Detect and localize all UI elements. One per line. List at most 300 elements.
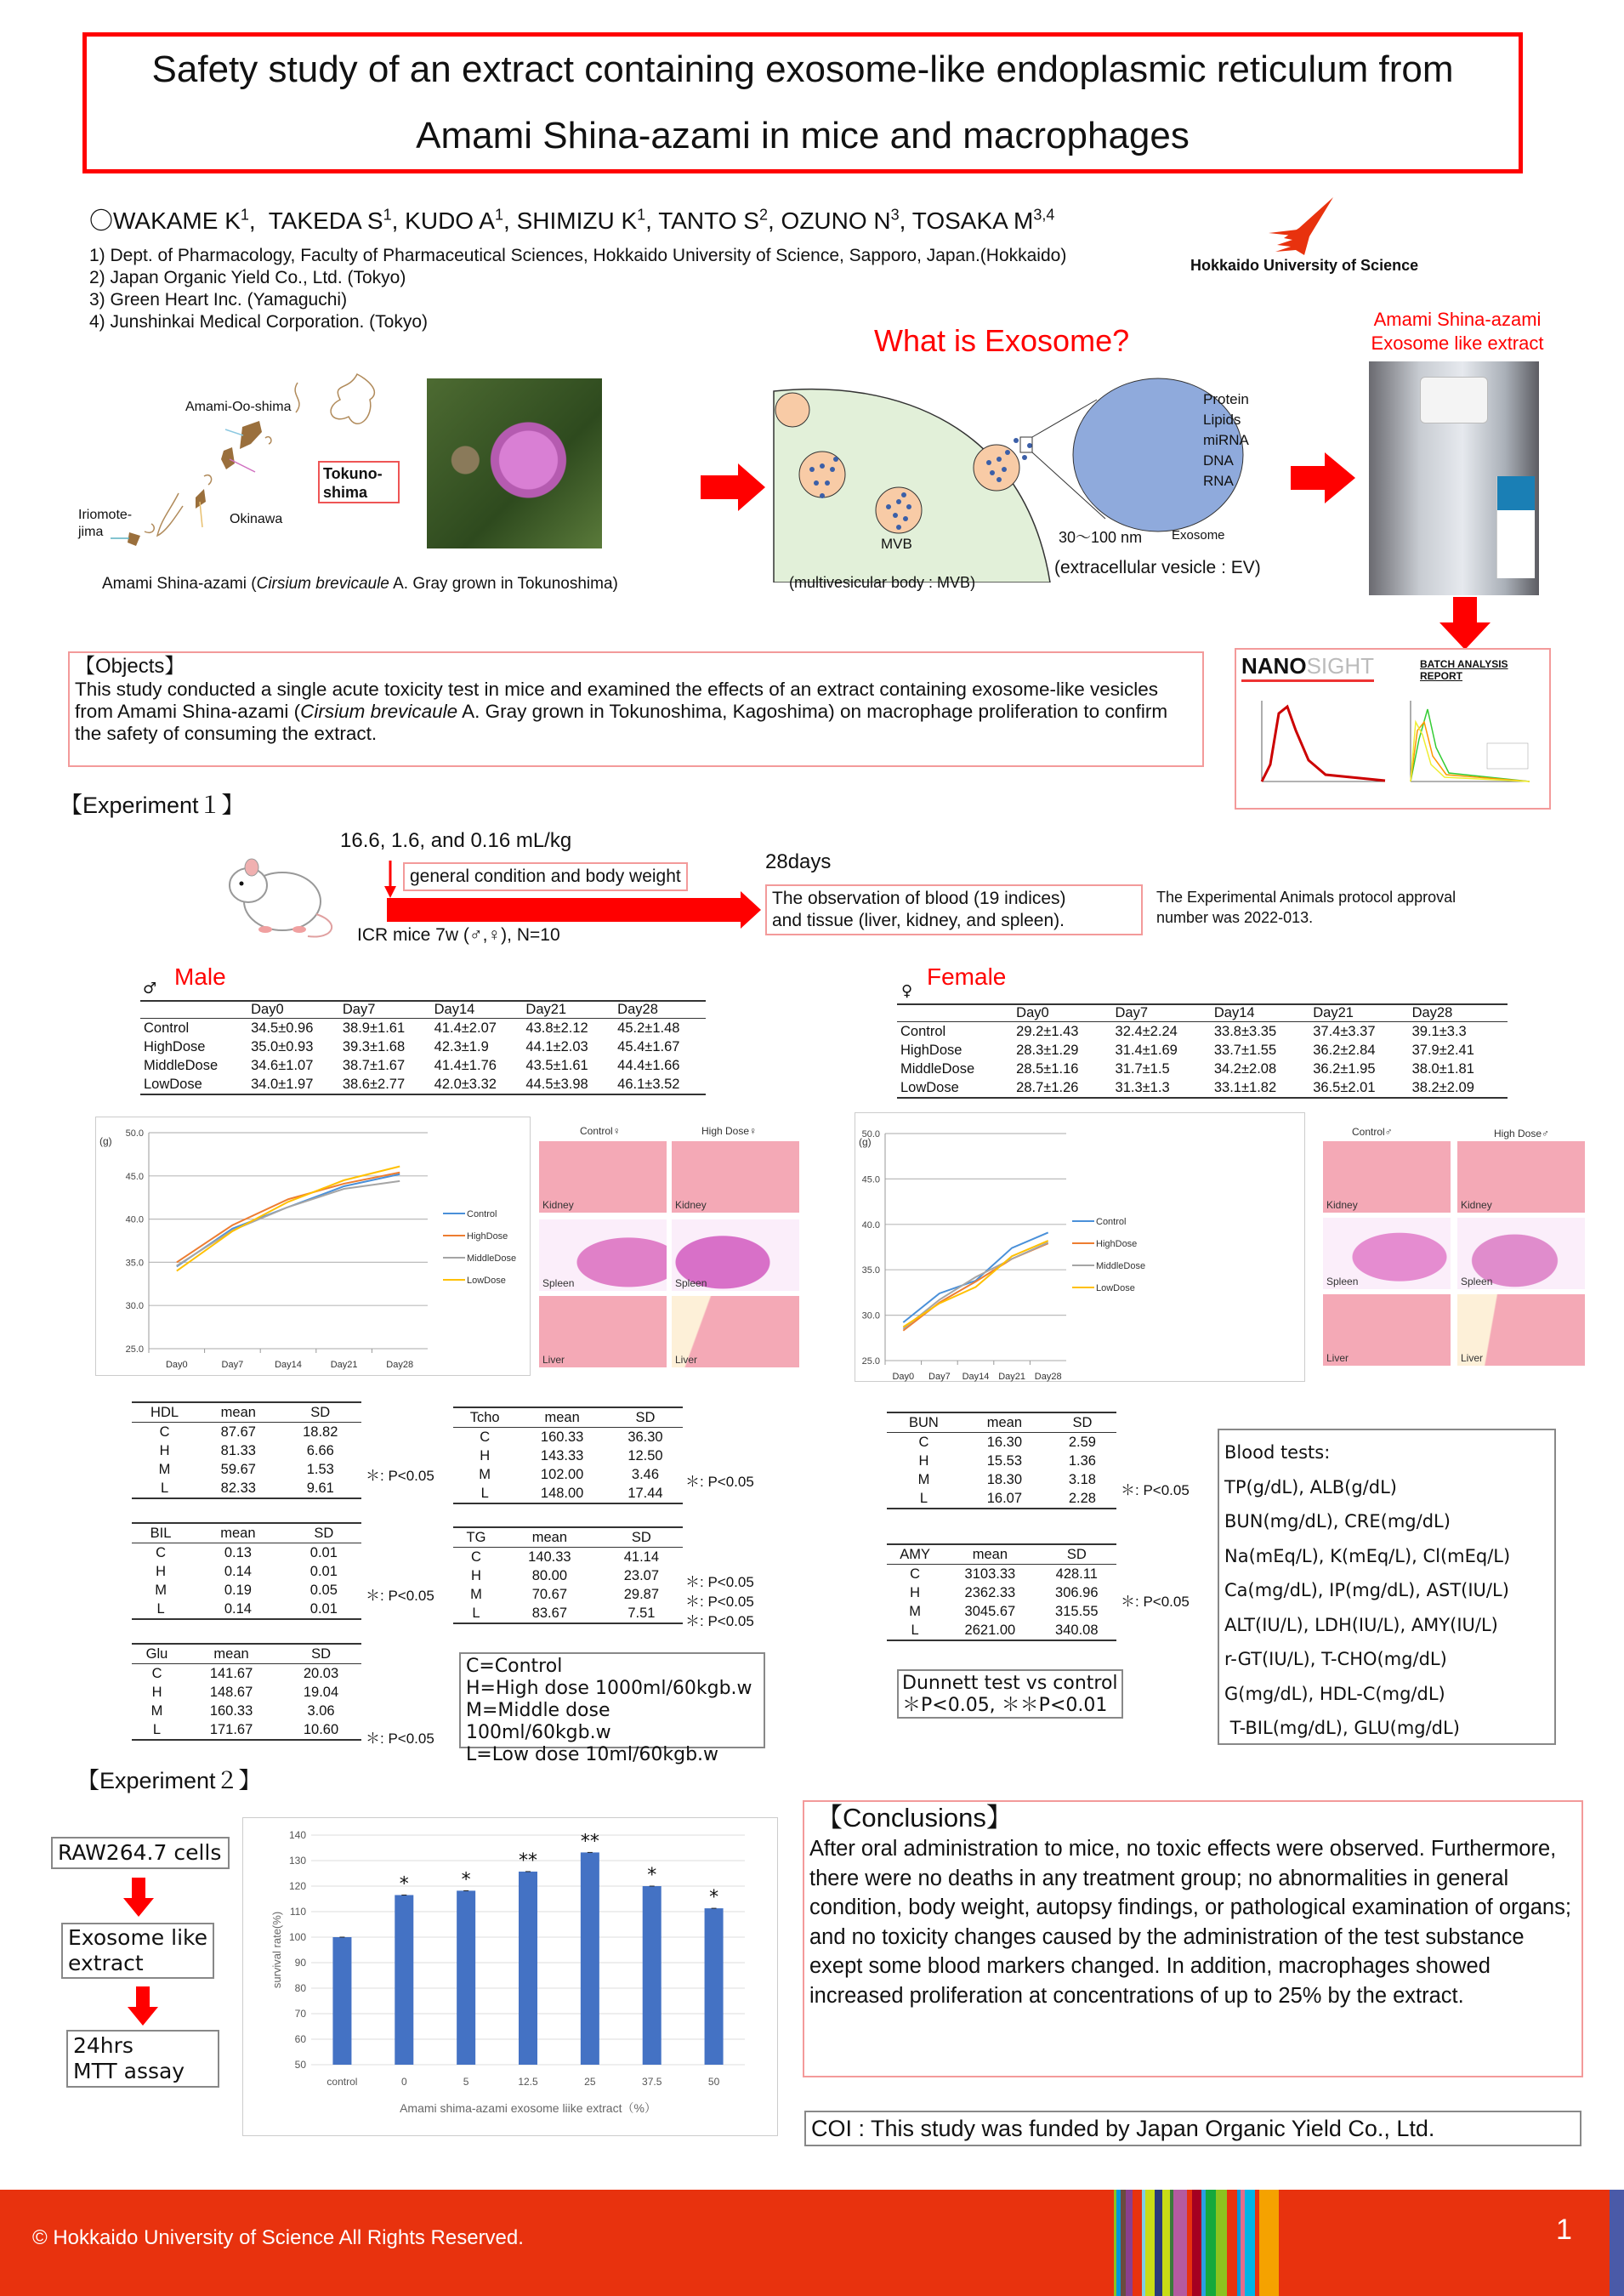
table-cell: HighDose [900, 1043, 962, 1058]
footer-stripe [1259, 2190, 1279, 2296]
histology-image [1457, 1294, 1585, 1366]
series-line-middledose [903, 1242, 1048, 1328]
column-header: BUN [887, 1412, 961, 1433]
x-axis-label: Amami shima-azami exosome liike extract（%） [400, 2101, 656, 2115]
bottle-label [1496, 476, 1535, 578]
significance-note: ＊: P<0.05 [366, 1588, 434, 1604]
x-tick-label: 12.5 [518, 2076, 538, 2088]
product-label [1355, 308, 1559, 355]
histology-row-label: Liver [1326, 1352, 1349, 1364]
step-extract-line2: extract [68, 1951, 144, 1975]
table-cell: 7.51 [627, 1605, 656, 1621]
table-cell: 36.5±2.01 [1313, 1080, 1376, 1095]
table-row [897, 1022, 1508, 1042]
dose-legend-line: L=Low dose 10ml/60kgb.w [466, 1744, 719, 1765]
university-name: Hokkaido University of Science [1190, 257, 1419, 274]
table-cell: 2.28 [1068, 1491, 1096, 1506]
poster-title [82, 32, 1523, 173]
dunnett-line: ＊P<0.05, ＊＊P<0.01 [902, 1695, 1108, 1716]
author-separator: , [248, 207, 269, 234]
table-cell: L [472, 1605, 480, 1621]
table-cell: 80.00 [531, 1568, 567, 1583]
histology-image [672, 1296, 799, 1367]
column-header: SD [280, 1402, 361, 1423]
table-cell: 36.2±1.95 [1313, 1061, 1376, 1077]
column-header: mean [197, 1402, 279, 1423]
table-cell: 148.00 [540, 1486, 584, 1501]
arrow-right-icon [1291, 452, 1355, 503]
bar [519, 1872, 537, 2065]
y-axis-label: survival rate(%) [270, 1911, 283, 1989]
legend-label: HighDose [1096, 1239, 1138, 1249]
author-affiliation-mark: 1 [240, 206, 249, 224]
table-cell: H [159, 1443, 170, 1458]
column-header: SD [1048, 1412, 1116, 1433]
exosome-contents [1203, 389, 1249, 492]
x-tick-label: Day21 [998, 1372, 1025, 1382]
table-cell: 143.33 [540, 1448, 584, 1463]
blood-test-line: G(mg/dL), HDL-C(mg/dL) [1224, 1683, 1445, 1704]
map-label-iriomote [78, 507, 132, 541]
table-cell: 23.07 [623, 1568, 660, 1583]
table-cell: 34.2±2.08 [1213, 1061, 1277, 1077]
histology-row-label: Spleen [1326, 1276, 1359, 1287]
table-row [453, 1465, 683, 1484]
table-cell: 42.3±1.9 [434, 1039, 489, 1054]
amy-table [887, 1543, 1116, 1641]
table-cell: MiddleDose [900, 1061, 975, 1077]
table-cell: 43.5±1.61 [525, 1058, 588, 1073]
table-cell: Control [900, 1024, 946, 1039]
table-cell: 3.46 [631, 1467, 660, 1482]
duration-label: 28days [765, 850, 832, 873]
bun-table [887, 1412, 1116, 1509]
histology-col-label: High Dose♀ [701, 1125, 758, 1137]
x-tick-label: Day0 [165, 1360, 188, 1370]
table-cell: 16.30 [986, 1435, 1023, 1450]
table-row [897, 1041, 1508, 1060]
author-name: SHIMIZU K [516, 207, 638, 234]
page-number: 1 [1556, 2214, 1572, 2246]
legend-label: Control [1096, 1217, 1127, 1227]
table-row [887, 1583, 1116, 1602]
x-tick-label: Day28 [1034, 1372, 1062, 1382]
table-cell: 1.53 [306, 1462, 334, 1477]
table-row [132, 1683, 361, 1702]
table-row [887, 1602, 1116, 1621]
table-row [453, 1484, 683, 1503]
arrow-down-icon [128, 1986, 158, 2026]
author-separator: , [767, 207, 781, 234]
table-cell: 0.05 [309, 1583, 338, 1598]
table-cell: 31.7±1.5 [1115, 1061, 1170, 1077]
blood-test-line: T-BIL(mg/dL), GLU(mg/dL) [1224, 1718, 1460, 1738]
table-cell: 148.67 [209, 1685, 253, 1700]
table-cell: H [471, 1568, 481, 1583]
affiliation: 1) Dept. of Pharmacology, Faculty of Pharmaceutical Sciences, Hokkaido University of Science, Sapporo, Japan.(Hokkaido) [89, 246, 1067, 265]
column-header: Day21 [522, 1001, 614, 1019]
table-cell: H [910, 1585, 921, 1600]
dunnett-line: Dunnett test vs control [902, 1673, 1118, 1694]
table-cell: 12.50 [627, 1448, 663, 1463]
column-header: mean [961, 1412, 1048, 1433]
table-cell: 31.3±1.3 [1115, 1080, 1170, 1095]
exosome-content-item: RNA [1203, 473, 1234, 489]
step-mtt-line1: 24hrs [73, 2033, 133, 2058]
university-logo-icon [1267, 196, 1335, 257]
column-header: Day14 [431, 1001, 523, 1019]
table-cell: 43.8±2.12 [525, 1020, 588, 1036]
nanosight-report-title: BATCH ANALYSIS REPORT [1420, 658, 1508, 682]
author-affiliation-mark: 3 [890, 206, 900, 224]
table-cell: 37.9±2.41 [1411, 1043, 1474, 1058]
column-header: mean [499, 1527, 600, 1548]
column-header: mean [943, 1544, 1036, 1565]
objects-text [75, 679, 1197, 745]
timeline-arrow [387, 891, 761, 929]
table-cell: 171.67 [209, 1722, 253, 1737]
female-weight-table [897, 1003, 1508, 1099]
histology-image [1323, 1141, 1451, 1213]
conclusions-heading: 【Conclusions】 [816, 1803, 1013, 1833]
table-cell: 428.11 [1055, 1566, 1098, 1582]
x-tick-label: 37.5 [642, 2076, 662, 2088]
table-cell: 3.06 [307, 1703, 335, 1719]
table-cell: 1.36 [1068, 1453, 1096, 1469]
blood-test-line: ALT(IU/L), LDH(IU/L), AMY(IU/L) [1224, 1614, 1498, 1635]
plant-caption [102, 575, 618, 594]
table-row [887, 1565, 1116, 1584]
significance-note: ＊: P<0.05 [685, 1613, 754, 1629]
author-affiliation-mark: 1 [383, 206, 392, 224]
table-cell: 44.4±1.66 [617, 1058, 680, 1073]
table-cell: 34.5±0.96 [251, 1020, 314, 1036]
female-heading: Female [927, 963, 1007, 990]
table-cell: 44.5±3.98 [525, 1077, 588, 1092]
table-cell: 44.1±2.03 [525, 1039, 588, 1054]
significance-note: ＊: P<0.05 [685, 1474, 754, 1490]
table-row [453, 1604, 683, 1623]
histology-image [1323, 1218, 1451, 1289]
table-cell: 0.14 [224, 1601, 252, 1617]
x-tick-label: Day28 [386, 1360, 414, 1370]
legend-label: LowDose [467, 1276, 506, 1286]
table-row [887, 1621, 1116, 1640]
male-weight-chart-frame [95, 1117, 531, 1376]
bar [395, 1895, 413, 2066]
table-cell: M [917, 1472, 930, 1487]
y-tick-label: 70 [294, 2008, 306, 2020]
footer-stripe [1206, 2190, 1216, 2296]
ev-caption: (extracellular vesicle : EV) [1054, 558, 1261, 577]
table-cell: 29.2±1.43 [1016, 1024, 1079, 1039]
histology-panel-female-section [1320, 1121, 1590, 1376]
significance-note: ＊: P<0.05 [1121, 1482, 1190, 1498]
plant-caption-species: Cirsium brevicaule [256, 575, 389, 593]
significance-note: ＊: P<0.05 [366, 1731, 434, 1747]
histology-row-label: Kidney [675, 1199, 707, 1211]
table-cell: 0.01 [309, 1545, 338, 1560]
histology-col-label: Control♂ [1352, 1126, 1393, 1138]
table-row [453, 1446, 683, 1465]
table-cell: 33.7±1.55 [1213, 1043, 1277, 1058]
table-cell: 0.14 [224, 1564, 252, 1579]
tcho-table [453, 1407, 683, 1504]
table-cell: 29.87 [623, 1587, 660, 1602]
table-cell: 10.60 [303, 1722, 339, 1737]
column-header: Glu [132, 1644, 182, 1664]
histology-row-label: Liver [1461, 1352, 1484, 1364]
table-cell: 0.01 [309, 1564, 338, 1579]
table-cell: 2362.33 [964, 1585, 1016, 1600]
table-cell: H [151, 1685, 162, 1700]
column-header: BIL [132, 1523, 190, 1543]
column-header: SD [600, 1527, 683, 1548]
male-weight-chart [96, 1117, 531, 1377]
table-cell: 81.33 [220, 1443, 256, 1458]
table-cell: M [479, 1467, 491, 1482]
objects-section [68, 651, 1204, 767]
thistle-photo [427, 378, 602, 548]
x-tick-label: Day0 [892, 1372, 915, 1382]
male-heading: Male [174, 963, 226, 990]
table-cell: 160.33 [540, 1429, 584, 1445]
table-cell: 18.82 [303, 1424, 338, 1440]
map-label-tokunoshima-line1: Tokuno- [323, 465, 383, 482]
table-cell: 45.4±1.67 [617, 1039, 680, 1054]
legend-label: MiddleDose [467, 1253, 517, 1264]
table-row [897, 1078, 1508, 1098]
bar [457, 1890, 475, 2065]
blood-tissue-line1: The observation of blood (19 indices) [772, 889, 1066, 908]
blood-tissue-line2: and tissue (liver, kidney, and spleen). [772, 911, 1065, 930]
author-affiliation-mark: 1 [637, 206, 646, 224]
histology-image [1457, 1141, 1585, 1213]
table-row [887, 1489, 1116, 1509]
author-name: TANTO S [658, 207, 759, 234]
table-cell: M [158, 1462, 171, 1477]
mvb-label: MVB [881, 536, 912, 552]
table-cell: 315.55 [1055, 1604, 1099, 1619]
table-cell: 15.53 [986, 1453, 1023, 1469]
table-cell: C [480, 1429, 491, 1445]
table-cell: 102.00 [540, 1467, 584, 1482]
significance-marker: * [399, 1873, 409, 1895]
column-header: AMY [887, 1544, 943, 1565]
author-name: 〇WAKAME K [89, 207, 241, 234]
table-cell: 28.3±1.29 [1016, 1043, 1079, 1058]
table-cell: 16.07 [986, 1491, 1023, 1506]
exosome-content-item: miRNA [1203, 432, 1249, 448]
table-cell: C [151, 1666, 162, 1681]
table-cell: 31.4±1.69 [1115, 1043, 1178, 1058]
column-header: SD [608, 1407, 683, 1428]
histology-row-label: Spleen [675, 1277, 707, 1289]
histology-image [539, 1296, 667, 1367]
blood-tissue-box [765, 884, 1143, 935]
table-row [132, 1562, 361, 1581]
table-cell: 38.9±1.61 [342, 1020, 406, 1036]
extract-bottle-photo [1369, 361, 1539, 595]
tg-table [453, 1526, 683, 1624]
table-cell: 28.5±1.16 [1016, 1061, 1079, 1077]
table-cell: HighDose [144, 1039, 206, 1054]
table-cell: 0.01 [309, 1601, 338, 1617]
dose-legend-box [459, 1652, 765, 1765]
table-cell: M [155, 1583, 167, 1598]
histology-col-label: Control♀ [580, 1125, 621, 1137]
arrow-down-icon [1439, 597, 1491, 650]
table-row [887, 1433, 1116, 1452]
table-cell: 38.7±1.67 [342, 1058, 406, 1073]
table-cell: H [918, 1453, 929, 1469]
footer-stripe [1279, 2190, 1322, 2296]
table-row [132, 1460, 361, 1479]
footer-stripe [1162, 2190, 1169, 2296]
column-header: mean [516, 1407, 608, 1428]
table-row [132, 1441, 361, 1460]
table-row [132, 1581, 361, 1600]
histology-image [1323, 1294, 1451, 1366]
y-tick-label: 50.0 [861, 1129, 880, 1139]
table-cell: C [918, 1435, 929, 1450]
y-tick-label: 100 [288, 1931, 306, 1943]
author-separator: , [899, 207, 912, 234]
y-tick-label: 35.0 [125, 1258, 144, 1269]
table-cell: 41.4±2.07 [434, 1020, 497, 1036]
table-cell: 45.2±1.48 [617, 1020, 680, 1036]
protocol-note [1156, 887, 1456, 928]
column-header: Tcho [453, 1407, 516, 1428]
legend-label: LowDose [1096, 1283, 1135, 1293]
column-header: Day7 [1112, 1004, 1211, 1022]
objects-text-species: Cirsium brevicaule [300, 701, 458, 722]
blood-test-line: TP(g/dL), ALB(g/dL) [1224, 1476, 1397, 1498]
table-cell: 34.0±1.97 [251, 1077, 314, 1092]
significance-note: ＊: P<0.05 [685, 1594, 754, 1610]
plant-caption-text-end: A. Gray grown in Tokunoshima) [389, 575, 618, 593]
bar [581, 1852, 599, 2065]
bar [643, 1886, 662, 2065]
table-row [132, 1479, 361, 1498]
blood-test-line: Na(mEq/L), K(mEq/L), Cl(mEq/L) [1224, 1545, 1511, 1566]
table-cell: 70.67 [531, 1587, 567, 1602]
legend-label: HighDose [467, 1231, 508, 1242]
column-header: mean [182, 1644, 281, 1664]
table-cell: 3103.33 [964, 1566, 1016, 1582]
table-cell: 160.33 [209, 1703, 253, 1719]
male-symbol: ♂ [143, 980, 157, 997]
column-header: SD [1037, 1544, 1116, 1565]
objects-heading: 【Objects】 [75, 655, 185, 678]
table-cell: 20.03 [303, 1666, 339, 1681]
x-tick-label: Day14 [275, 1360, 302, 1370]
author-affiliation-mark: 2 [758, 206, 768, 224]
nanosight-report [1235, 648, 1551, 810]
table-cell: L [156, 1601, 165, 1617]
table-row [453, 1585, 683, 1604]
footer-stripe [1145, 2190, 1156, 2296]
column-header: Day28 [614, 1001, 706, 1019]
step-extract [61, 1923, 214, 1979]
significance-marker: * [647, 1865, 657, 1886]
map-label-tokunoshima [318, 461, 400, 503]
table-cell: 38.0±1.81 [1411, 1061, 1474, 1077]
footer-stripe [1155, 2190, 1162, 2296]
y-tick-label: 110 [289, 1906, 306, 1918]
footer-stripe [1216, 2190, 1228, 2296]
table-cell: 82.33 [220, 1480, 256, 1496]
table-row [132, 1702, 361, 1720]
table-cell: 32.4±2.24 [1115, 1024, 1178, 1039]
table-cell: M [909, 1604, 921, 1619]
blood-test-line: Ca(mg/dL), IP(mg/dL), AST(IU/L) [1224, 1580, 1509, 1600]
table-cell: Control [144, 1020, 190, 1036]
copyright: © Hokkaido University of Science All Rights Reserved. [32, 2226, 524, 2249]
legend-label: MiddleDose [1096, 1261, 1146, 1271]
experiment2-heading: 【Experiment２】 [77, 1768, 262, 1793]
glu-table [132, 1643, 361, 1741]
y-axis-label: (g) [859, 1136, 872, 1148]
significance-marker: * [461, 1869, 471, 1891]
table-cell: 46.1±3.52 [617, 1077, 680, 1092]
significance-marker: ** [580, 1831, 599, 1853]
table-row [897, 1060, 1508, 1078]
mouse-icon [223, 855, 350, 940]
table-row [140, 1019, 706, 1038]
y-tick-label: 45.0 [125, 1171, 144, 1182]
histology-row-label: Spleen [1461, 1276, 1493, 1287]
author-separator: , [645, 207, 659, 234]
histology-col-label: High Dose♂ [1494, 1128, 1550, 1139]
table-row [887, 1470, 1116, 1489]
column-header: Day28 [1409, 1004, 1508, 1022]
table-cell: 3045.67 [964, 1604, 1016, 1619]
y-tick-label: 40.0 [861, 1219, 880, 1230]
title-line-2: Amami Shina-azami in mice and macrophages [416, 115, 1190, 156]
footer-stripe [1126, 2190, 1133, 2296]
x-tick-label: Day14 [962, 1372, 990, 1382]
author-name: OZUNO N [781, 207, 891, 234]
footer-edge-stripe [1610, 2190, 1624, 2296]
table-row [132, 1720, 361, 1740]
table-cell: 0.19 [224, 1583, 252, 1598]
table-cell: 34.6±1.07 [251, 1058, 314, 1073]
y-tick-label: 60 [294, 2033, 306, 2045]
table-cell: 35.0±0.93 [251, 1039, 314, 1054]
blood-test-line: r-GT(IU/L), T-CHO(mg/dL) [1224, 1649, 1447, 1669]
dose-label: 16.6, 1.6, and 0.16 mL/kg [340, 829, 572, 852]
mice-label: ICR mice 7w (♂,♀), N=10 [357, 925, 560, 945]
column-header: SD [281, 1644, 361, 1664]
table-cell: 38.6±2.77 [342, 1077, 406, 1092]
female-symbol: ♀ [901, 982, 913, 1000]
table-row [453, 1566, 683, 1585]
table-row [887, 1452, 1116, 1470]
footer-stripe [1173, 2190, 1187, 2296]
arrow-down-icon [123, 1878, 154, 1917]
protocol-note-line1: The Experimental Animals protocol approval [1156, 889, 1456, 906]
table-row [140, 1037, 706, 1056]
y-tick-label: 120 [288, 1880, 306, 1892]
protocol-note-line2: number was 2022-013. [1156, 909, 1314, 926]
y-axis-label: (g) [99, 1135, 112, 1147]
nanosight-brand-bold: NANO [1241, 653, 1307, 679]
column-header: Day0 [1013, 1004, 1111, 1022]
histology-panel-male-section [536, 1116, 799, 1371]
author-separator: , [391, 207, 406, 234]
affiliation: 4) Junshinkai Medical Corporation. (Tokyo) [89, 312, 429, 332]
